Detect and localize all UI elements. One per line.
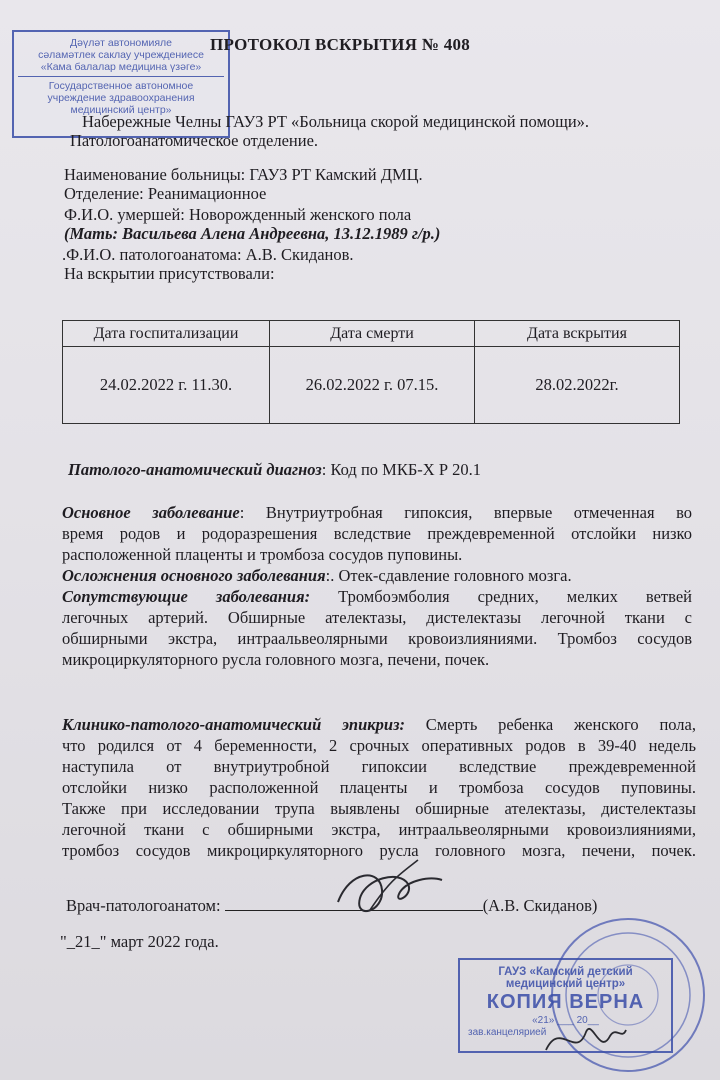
table-header-death: Дата смерти — [270, 321, 475, 347]
signature-label: Врач-патологоанатом: — [66, 896, 221, 915]
copy-stamp-title: КОПИЯ ВЕРНА — [486, 991, 645, 1013]
epicrisis-text: наступила от внутриутробной гипоксии вследствие преждевременной — [62, 757, 696, 776]
stamp-line: Государственное автономное — [48, 80, 194, 92]
table-header-autopsy: Дата вскрытия — [475, 321, 679, 347]
pathologist-name: .Ф.И.О. патологоанатома: А.В. Скиданов. — [62, 245, 354, 264]
document-date: "_21_" март 2022 года. — [60, 932, 219, 951]
concomitant-label: Сопутствующие заболевания: — [62, 587, 311, 606]
stamp-line: Дәүләт автономияле — [70, 37, 172, 49]
stamp-line: сәламәтлек саклау учреждениесе — [38, 49, 204, 61]
table-cell-hospitalization: 24.02.2022 г. 11.30. — [63, 347, 270, 423]
concomitant-block — [62, 586, 692, 670]
main-disease-block — [62, 502, 692, 565]
handwritten-signature — [330, 850, 450, 930]
dates-table — [62, 320, 680, 424]
stamp-line: учреждение здравоохранения — [47, 92, 195, 104]
main-disease-text: время родов и родоразрешения вследствие преждевременной отслойки низко — [62, 524, 692, 543]
hospital-name: Наименование больницы: ГАУЗ РТ Камский ДМЦ. — [64, 165, 423, 184]
copy-stamp-line: медицинский центр» — [505, 978, 626, 990]
main-disease-text: расположенной плаценты и тромбоза сосудов пуповины. — [62, 545, 463, 564]
copy-stamp-date: «21» ___ 20__ — [532, 1015, 599, 1026]
concomitant-text: легочных артерий. Обширные ателектазы, дистелектазы легочной ткани с — [62, 608, 692, 627]
epicrisis-label: Клинико-патолого-анатомический эпикриз: — [62, 715, 405, 734]
epicrisis-text: Смерть ребенка женского пола, — [405, 715, 696, 734]
diagnosis-code: : Код по МКБ-Х Р 20.1 — [321, 460, 482, 479]
document-title: ПРОТОКОЛ ВСКРЫТИЯ № 408 — [210, 35, 471, 54]
table-cell-death: 26.02.2022 г. 07.15. — [270, 347, 475, 423]
signature-name: (А.В. Скиданов) — [482, 896, 598, 915]
stamp-line: медицинский центр» — [70, 104, 172, 116]
epicrisis-block — [62, 714, 696, 861]
stamp-signature — [540, 1010, 630, 1070]
complications-block — [62, 565, 692, 586]
epicrisis-text: Также при исследовании трупа выявлены обширные ателектазы, дистелектазы — [62, 799, 696, 818]
deceased-name: Ф.И.О. умершей: Новорожденный женского пола — [64, 205, 412, 224]
main-disease-label: Основное заболевание — [62, 503, 240, 522]
epicrisis-text: что родился от 4 беременности, 2 срочных оперативных родов в 39-40 недель — [62, 736, 696, 755]
concomitant-text: обширными экстра, интраальвеолярными кровоизлияниями. Тромбоз сосудов — [62, 629, 692, 648]
mother-info: (Мать: Васильева Алена Андреевна, 13.12.1989 г/р.) — [64, 224, 441, 243]
table-cell-autopsy: 28.02.2022г. — [535, 375, 619, 394]
stamp-divider — [18, 76, 224, 77]
epicrisis-text: легочной ткани с обширными экстра, интраальвеолярными кровоизлияниями, — [62, 820, 696, 839]
present-at-autopsy: На вскрытии присутствовали: — [64, 264, 275, 283]
concomitant-text: микроциркуляторного русла головного мозга, печени, почек. — [62, 650, 490, 669]
department: Отделение: Реанимационное — [64, 184, 267, 203]
copy-stamp-clerk: зав.канцелярией — [468, 1027, 547, 1038]
header-line-1: Набережные Челны ГАУЗ РТ «Больница скорой медицинской помощи». — [82, 112, 590, 131]
concomitant-text: Тромбоэмболия средних, мелких ветвей — [310, 587, 692, 606]
complications-label: Осложнения основного заболевания — [62, 566, 326, 585]
main-disease-text: : Внутриутробная гипоксия, впервые отмеченная во — [239, 503, 692, 522]
diagnosis-label: Патолого-анатомический диагноз — [68, 460, 322, 479]
diagnosis-line — [68, 460, 481, 481]
header-line-2: Патологоанатомическое отделение. — [70, 131, 319, 150]
table-header-hospitalization: Дата госпитализации — [63, 321, 270, 347]
stamp-line: «Кама балалар медицина үзәге» — [40, 61, 202, 73]
epicrisis-text: тромбоз сосудов микроциркуляторного русла головного мозга, печени, почек. — [62, 841, 696, 860]
epicrisis-text: отслойки низко расположенной плаценты и тромбоза сосудов пуповины. — [62, 778, 696, 797]
complications-text: :. Отек-сдавление головного мозга. — [325, 566, 572, 585]
copy-stamp-line: ГАУЗ «Камский детский — [498, 966, 633, 978]
